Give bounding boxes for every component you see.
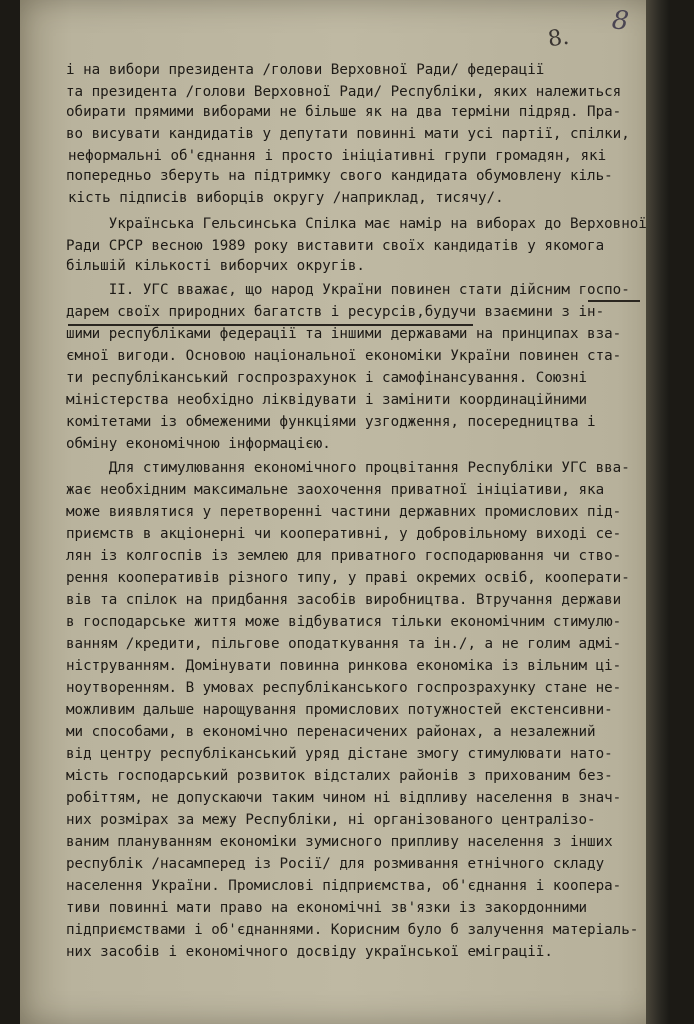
- text-line: міністерства необхідно ліквідувати і замінити координаційними: [66, 392, 588, 408]
- text-line: республік /насамперед із Росії/ для розмивання етнічного складу: [66, 856, 605, 872]
- text-line: від центру республіканський уряд дістане змогу стимулювати нато-: [66, 746, 613, 762]
- text-line: II. УГС вважає, що народ України повинен стати дійсним госпо-: [66, 282, 630, 298]
- text-line: населення України. Промислові підприємства, об'єднання і коопера-: [66, 878, 622, 894]
- text-line: жає необхідним максимальне заохочення приватної ініціативи, яка: [66, 482, 605, 498]
- text-line: в господарське життя може відбуватися тільки економічним стимулю-: [66, 614, 622, 630]
- text-line: ти республіканський госпрозрахунок і самофінансування. Союзні: [66, 370, 588, 386]
- text-line: обміну економічною інформацією.: [66, 436, 331, 452]
- text-line: Для стимулювання економічного процвітання Республіки УГС вва-: [66, 460, 630, 476]
- text-line: во висувати кандидатів у депутати повинні мати усі партії, спілки,: [66, 126, 630, 142]
- text-line: можливим дальше нарощування промислових потужностей екстенсивни-: [66, 702, 613, 718]
- text-line: вів та спілок на придбання засобів виробництва. Втручання держави: [66, 592, 622, 608]
- text-line: Українська Гельсинська Спілка має намір на виборах до Верховної: [66, 216, 647, 232]
- text-line: більшій кількості виборчих округів.: [66, 258, 365, 274]
- underline-mark: [68, 324, 473, 326]
- text-line: попередньо зберуть на підтримку свого кандидата обумовлену кіль-: [66, 168, 613, 184]
- text-line: ніструванням. Домінувати повинна ринкова економіка із вільним ці-: [66, 658, 622, 674]
- text-line: рення кооперативів різного типу, у праві окремих освіб, кооперати-: [66, 570, 630, 586]
- text-line: і на вибори президента /голови Верховної Ради/ федерації: [66, 62, 545, 78]
- text-line: ноутворенням. В умовах республіканського госпрозрахунку стане не-: [66, 680, 622, 696]
- text-line: ми способами, в економічно перенасичених районах, а незалежний: [66, 724, 596, 740]
- text-line: лян із колгоспів із землею для приватного господарювання чи ство-: [66, 548, 622, 564]
- page-edge-shadow: [646, 0, 670, 1024]
- text-line: та президента /голови Верховної Ради/ Республіки, яких належиться: [66, 84, 622, 100]
- text-line: неформальні об'єднання і просто ініціативні групи громадян, які: [68, 148, 607, 164]
- text-line: тиви повинні мати право на економічні зв'язки із закордонними: [66, 900, 588, 916]
- text-line: ємної вигоди. Основою національної економіки України повинен ста-: [66, 348, 622, 364]
- text-line: кість підписів виборців округу /наприклад, тисячу/.: [68, 190, 504, 206]
- text-line: них засобів і економічного досвіду української еміграції.: [66, 944, 553, 960]
- text-line: ваним плануванням економіки зумисного припливу населення з інших: [66, 834, 613, 850]
- text-line: них розмірах за межу Республіки, ні організованого централізо-: [66, 812, 596, 828]
- text-line: приємств в акціонерні чи кооперативні, у добровільному виході се-: [66, 526, 622, 542]
- text-line: дарем своїх природних багатств і ресурсів,будучи взаємини з ін-: [66, 304, 605, 320]
- text-line: може виявлятися у перетворенні частини державних промислових під-: [66, 504, 622, 520]
- text-line: ванням /кредити, пільгове оподаткування та ін./, а не голим адмі-: [66, 636, 622, 652]
- text-line: комітетами із обмеженими функціями узгодження, посередництва і: [66, 414, 596, 430]
- text-line: робіттям, не допускаючи таким чином ні відпливу населення в знач-: [66, 790, 622, 806]
- text-line: шими республіками федерації та іншими державами на принципах вза-: [66, 326, 622, 342]
- underline-mark: [588, 300, 640, 302]
- page-number-handwritten: 8: [610, 5, 631, 37]
- text-line: мість господарський розвиток відсталих районів з прихованим без-: [66, 768, 613, 784]
- page-number-stamp: 8.: [546, 24, 571, 53]
- text-line: Ради СРСР весною 1989 року виставити своїх кандидатів у якомога: [66, 238, 605, 254]
- text-line: обирати прямими виборами не більше як на два терміни підряд. Пра-: [66, 104, 622, 120]
- text-line: підприємствами і об'єднаннями. Корисним було б залучення матеріаль-: [66, 922, 639, 938]
